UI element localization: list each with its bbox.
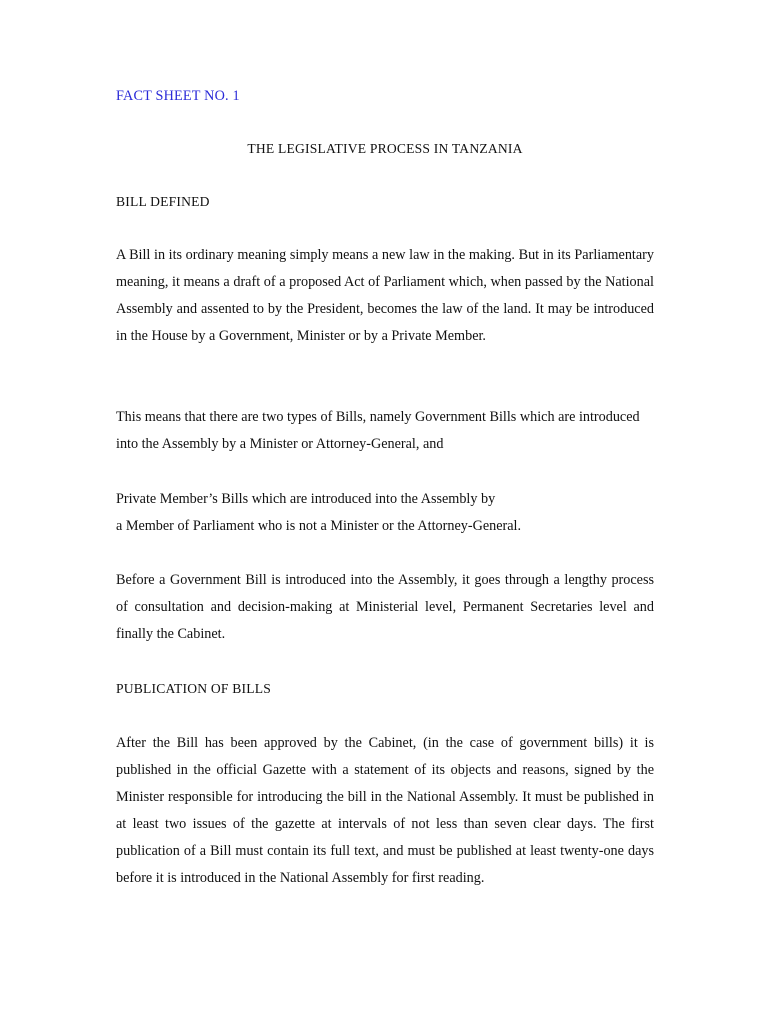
section-heading-bill-defined: BILL DEFINED: [116, 194, 210, 209]
document-title: THE LEGISLATIVE PROCESS IN TANZANIA: [247, 141, 523, 156]
paragraph-government-bill-process: Before a Government Bill is introduced into the Assembly, it goes through a lengthy process of consultation and decision-making at Ministerial level, Permanent Secretaries level and finally the Cabinet.: [116, 572, 654, 643]
private-member-line-1: Private Member’s Bills which are introduced into the Assembly by: [116, 491, 496, 507]
paragraph-bill-types: This means that there are two types of Bills, namely Government Bills which are introduced into the Assembly by a Minister or Attorney-General, and: [116, 409, 640, 453]
section-heading-publication-of-bills: PUBLICATION OF BILLS: [116, 681, 272, 696]
private-member-line-2: a Member of Parliament who is not a Minister or the Attorney-General.: [116, 518, 522, 535]
paragraph-private-member-bills: [116, 486, 654, 540]
fact-sheet-label: FACT SHEET NO. 1: [116, 88, 240, 104]
paragraph-publication: After the Bill has been approved by the Cabinet, (in the case of government bills) it is published in the official Gazette with a statement of its objects and reasons, signed by the Minister responsible for introducing the bill in the National Assembly. It must be published in at least two issues of the gazette at intervals of not less than seven clear days. The first publication of a Bill must contain its full text, and must be published at least twenty-one days before it is introduced in the National Assembly for first reading.: [116, 735, 654, 887]
paragraph-bill-definition: A Bill in its ordinary meaning simply means a new law in the making. But in its Parliamentary meaning, it means a draft of a proposed Act of Parliament which, when passed by the National Assembly and assented to by the President, becomes the law of the land. It may be introduced in the House by a Government, Minister or by a Private Member.: [116, 247, 654, 345]
